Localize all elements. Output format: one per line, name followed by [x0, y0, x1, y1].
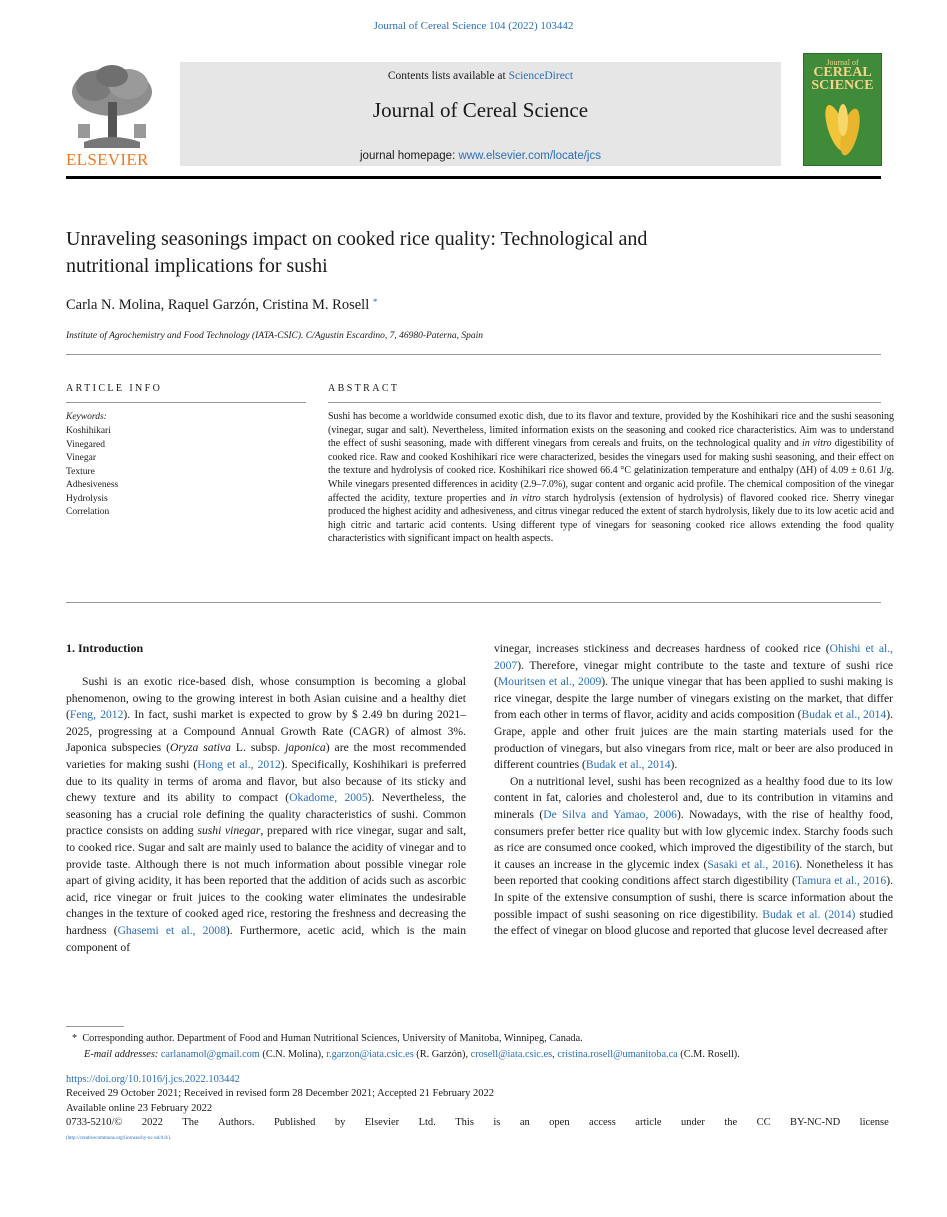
- license-word: 0733-5210/©: [66, 1117, 123, 1129]
- text-run: ). Nevertheless, the seasoning has a crucial role defining the quality characteristics of sushi. Common practice consists on adding: [66, 791, 466, 838]
- publication-info: [66, 1073, 889, 1146]
- divider: [66, 602, 881, 603]
- contents-prefix: Contents lists available at: [387, 70, 509, 82]
- email-owner: (C.M. Rosell).: [677, 1048, 740, 1060]
- journal-homepage-line: [180, 150, 781, 162]
- license-url-link[interactable]: (http://creativecommons.org/licenses/by-nc-nd/4.0/).: [66, 1135, 172, 1141]
- license-word: Ltd.: [418, 1117, 436, 1129]
- keyword-item: Adhesiveness: [66, 480, 119, 490]
- available-online-date: Available online 23 February 2022: [66, 1102, 213, 1114]
- text-run: On a nutritional level, sushi has been recognized as a healthy food due to its low content in fat, calories and cholesterol and, due to its contribution in vitamins and minerals (: [494, 774, 893, 821]
- text-run: L. subsp.: [230, 741, 286, 755]
- text-run: ). Specifically, Koshihikari is preferred due to its quality in terms of aroma and flavor, but also because of its sticky and chewy texture and its ability to compact (: [66, 757, 466, 805]
- text-run: ). In spite of the extensive consumption of sushi, there is scarce information about the possible impact of sushi seasoning on rice digestibility.: [494, 874, 893, 921]
- text-run: studied the effect of vinegar on blood glucose and reported that glucose level decreased after: [494, 907, 893, 938]
- license-word: under: [680, 1117, 705, 1129]
- footnote-mark: *: [72, 1033, 78, 1044]
- abstract-italic: in vitro: [802, 438, 832, 450]
- text-run: ). Nonetheless it has been reported that cooking conditions affect starch digestibility (: [494, 857, 893, 888]
- email-link[interactable]: crosell@iata.csic.es: [470, 1048, 553, 1060]
- author-list: [66, 297, 377, 314]
- authors-text: Carla N. Molina, Raquel Garzón, Cristina M. Rosell: [66, 297, 370, 313]
- journal-homepage-link[interactable]: www.elsevier.com/locate/jcs: [458, 150, 601, 162]
- article-info-heading: ARTICLE INFO: [66, 383, 163, 394]
- title-line-1: Unraveling seasonings impact on cooked rice quality: Technological and: [66, 228, 648, 250]
- citation-link[interactable]: Ohishi et al., 2007: [494, 642, 894, 672]
- email-owner: (C.N. Molina),: [259, 1048, 327, 1060]
- article-title: [66, 226, 846, 280]
- keyword-item: Correlation: [66, 507, 110, 517]
- corresponding-text: Corresponding author. Department of Food and Human Nutritional Sciences, University of Manitoba, Winnipeg, Canada.: [82, 1033, 583, 1044]
- license-word: access: [589, 1117, 616, 1129]
- text-run: ). The unique vinegar that has been applied to sushi making is rice vinegar, despite the large number of vinegars existing on the market, that differ from each other in terms of flavor, acidity and acids composition (: [494, 675, 893, 722]
- body-column-left: [66, 674, 466, 956]
- citation-link[interactable]: Hong et al., 2012: [197, 757, 281, 771]
- citation-link[interactable]: Budak et al., 2014: [801, 708, 887, 722]
- email-link[interactable]: carlanamol@gmail.com: [160, 1048, 260, 1060]
- paragraph: [494, 774, 893, 940]
- italic-run: sushi vinegar: [197, 824, 261, 838]
- email-separator: ,: [552, 1048, 558, 1060]
- text-run: ). Therefore, vinegar might contribute to the taste and texture of sushi rice (: [494, 658, 893, 689]
- divider: [66, 354, 881, 355]
- text-run: vinegar, increases stickiness and decreases hardness of cooked rice (: [494, 642, 830, 655]
- citation-link[interactable]: Budak et al., 2014: [585, 758, 671, 772]
- abstract-part: Sushi has become a worldwide consumed exotic dish, due to its flavor and texture, provided by the Koshihikari rice and the sushi seasoning (vinegar, sugar and salt). Nevertheless, limited information exists on the seasoning and cooked rice characteristics. Aim was to understand the effect of sushi seasoning, made with different vinegars from cereals and fruits, on the technological quality and: [328, 411, 894, 450]
- header-rule: [66, 176, 881, 179]
- license-word: is: [493, 1117, 501, 1129]
- divider: [66, 402, 306, 403]
- italic-run: Oryza sativa: [169, 741, 231, 755]
- text-run: ).: [670, 758, 678, 772]
- license-word: Published: [273, 1117, 316, 1129]
- license-word: article: [635, 1117, 662, 1129]
- text-run: ) are the most recommended varieties for making sushi (: [66, 741, 466, 771]
- citation-link[interactable]: Mouritsen et al., 2009: [497, 675, 602, 689]
- keyword-item: Texture: [66, 466, 95, 477]
- italic-run: japonica: [285, 741, 326, 755]
- section-heading-introduction: 1. Introduction: [66, 641, 144, 655]
- citation-link[interactable]: Sasaki et al., 2016: [707, 857, 796, 871]
- license-word: by: [334, 1117, 346, 1129]
- license-word: BY-NC-ND: [790, 1117, 841, 1129]
- keywords-label: Keywords:: [66, 412, 107, 422]
- homepage-prefix: journal homepage:: [360, 150, 459, 162]
- license-word: open: [549, 1117, 570, 1129]
- sciencedirect-link[interactable]: ScienceDirect: [508, 70, 574, 82]
- citation-link[interactable]: De Silva and Yamao, 2006: [543, 807, 677, 821]
- keyword-item: Vinegar: [66, 453, 97, 463]
- corresponding-author-mark[interactable]: *: [372, 297, 378, 307]
- cover-label-top: Journal of: [826, 58, 859, 67]
- license-word: CC: [756, 1117, 771, 1129]
- journal-cover-thumbnail[interactable]: [803, 53, 882, 166]
- license-word: The: [182, 1117, 199, 1129]
- text-run: , prepared with rice vinegar, sugar and salt, to cooked rice. Sugar and salt are mainly used to balance the acidity of vinegar and to provide taste. Although there is not much information about possible vinegar role apart of giving acidity, it has been reported that the addition of acids such as ascorbic acid, rice vinegar or fruit juices to the cooking water eliminates the undesirable changes in the texture of cooked aged rice, restoring the freshness and decreasing the hardness (: [66, 824, 466, 937]
- journal-header-box: [180, 62, 781, 166]
- footnote-rule: [66, 1026, 124, 1027]
- abstract-italic: in vitro: [509, 492, 541, 504]
- citation-link[interactable]: Tamura et al., 2016: [795, 874, 887, 888]
- paragraph: [66, 674, 466, 956]
- license-word: 2022: [141, 1117, 163, 1129]
- email-link[interactable]: r.garzon@iata.csic.es: [326, 1048, 414, 1060]
- citation-link[interactable]: Ghasemi et al., 2008: [117, 923, 226, 937]
- author-affiliation: Institute of Agrochemistry and Food Technology (IATA-CSIC). C/Agustin Escardino, 7, 46980-Paterna, Spain: [66, 331, 483, 341]
- abstract-heading: ABSTRACT: [328, 383, 400, 394]
- email-addresses: [72, 1047, 887, 1063]
- email-owner: (R. Garzón),: [413, 1048, 471, 1060]
- keyword-item: Vinegared: [66, 439, 105, 450]
- footnote: [72, 1031, 887, 1062]
- elsevier-wordmark: ELSEVIER: [66, 150, 149, 169]
- citation-link[interactable]: Okadome, 2005: [289, 791, 368, 805]
- license-word: the: [724, 1117, 738, 1129]
- license-word: Authors.: [218, 1117, 255, 1129]
- email-label: E-mail addresses:: [84, 1048, 159, 1060]
- citation-link[interactable]: Budak et al. (2014): [762, 907, 856, 921]
- doi-link[interactable]: https://doi.org/10.1016/j.jcs.2022.103442: [66, 1074, 240, 1085]
- email-link[interactable]: cristina.rosell@umanitoba.ca: [557, 1048, 678, 1060]
- text-run: ). Furthermore, acetic acid, which is the main component of: [66, 923, 467, 954]
- license-word: license: [859, 1117, 889, 1129]
- license-word: Elsevier: [364, 1117, 400, 1129]
- cover-line-2: SCIENCE: [811, 78, 874, 93]
- keywords-list: [66, 425, 118, 520]
- title-line-2: nutritional implications for sushi: [66, 255, 328, 277]
- citation-link[interactable]: Feng, 2012: [69, 708, 124, 722]
- keyword-item: Koshihikari: [66, 426, 111, 436]
- abstract-part: starch hydrolysis (extension of hydrolysis) of flavored cooked rice. Sherry vinegar produced the highest acidity and adhesiveness, and citrus vinegar reduced the extent of starch hydrolysis, likely due to its low acetic acid and high citric and tartaric acid contents. Using different type of vinegars for seasoning cooked rice allows extending the food quality characteristics with significant impact on health aspects.: [328, 492, 894, 545]
- received-dates: Received 29 October 2021; Received in revised form 28 December 2021; Accepted 21 February 2022: [66, 1088, 495, 1100]
- license-word: This: [455, 1117, 474, 1129]
- text-run: ). In fact, sushi market is expected to grow by $ 2.49 bn during 2021–2025, progressing at a Compound Annual Growth Rate (CAGR) of almost 3%. Japonica subspecies (: [66, 708, 466, 755]
- journal-title: Journal of Cereal Science: [372, 98, 589, 122]
- license-line: [66, 1116, 889, 1130]
- text-run: ). Nowadays, with the rise of healthy food, consumers prefer better rice quality but with low glycemic index. Starchy foods such as rice are consumed once cooked, which improved the digestibility of the starch, but it causes an increase in the glycemic index (: [494, 807, 893, 871]
- journal-reference[interactable]: Journal of Cereal Science 104 (2022) 103442: [373, 20, 574, 32]
- abstract-text: [328, 410, 894, 546]
- cover-label-main: [804, 66, 881, 92]
- divider: [328, 402, 881, 403]
- license-word: an: [519, 1117, 530, 1129]
- corresponding-author-note: [72, 1031, 887, 1047]
- contents-available-line: [180, 70, 781, 82]
- cover-line-1: CEREAL: [813, 65, 872, 80]
- paragraph: [494, 641, 893, 774]
- tree-logo-icon: [64, 62, 160, 150]
- text-run: Sushi is an exotic rice-based dish, whose consumption is becoming a global phenomenon, owing to the growing interest in both Asian cuisine and a healthy diet (: [66, 675, 466, 722]
- abstract-part: digestibility of cooked rice. Raw and cooked Koshihikari rice were characterized, besides the vinegars used for making sushi seasoning, and their effect on the texture and hydrolysis of cooked rice. Koshihikari rice showed 66.4 °C gelatinization temperature and enthalpy (ΔH) of 4.09 ± 0.61 J/g. While vinegars presented differences in acidity (2.9–7.0%), sugar content and organic acid profile. The chemical composition of the vinegar affected the acidity, texture properties and: [328, 438, 894, 504]
- keyword-item: Hydrolysis: [66, 493, 108, 504]
- text-run: ). Grape, apple and other fruit juices are the main starting materials used for the production of vinegars, but also vinegars from rice, malt or beer are also produced in different countries (: [494, 708, 893, 772]
- wheat-ear-icon: [818, 98, 868, 162]
- body-column-right: [494, 641, 893, 940]
